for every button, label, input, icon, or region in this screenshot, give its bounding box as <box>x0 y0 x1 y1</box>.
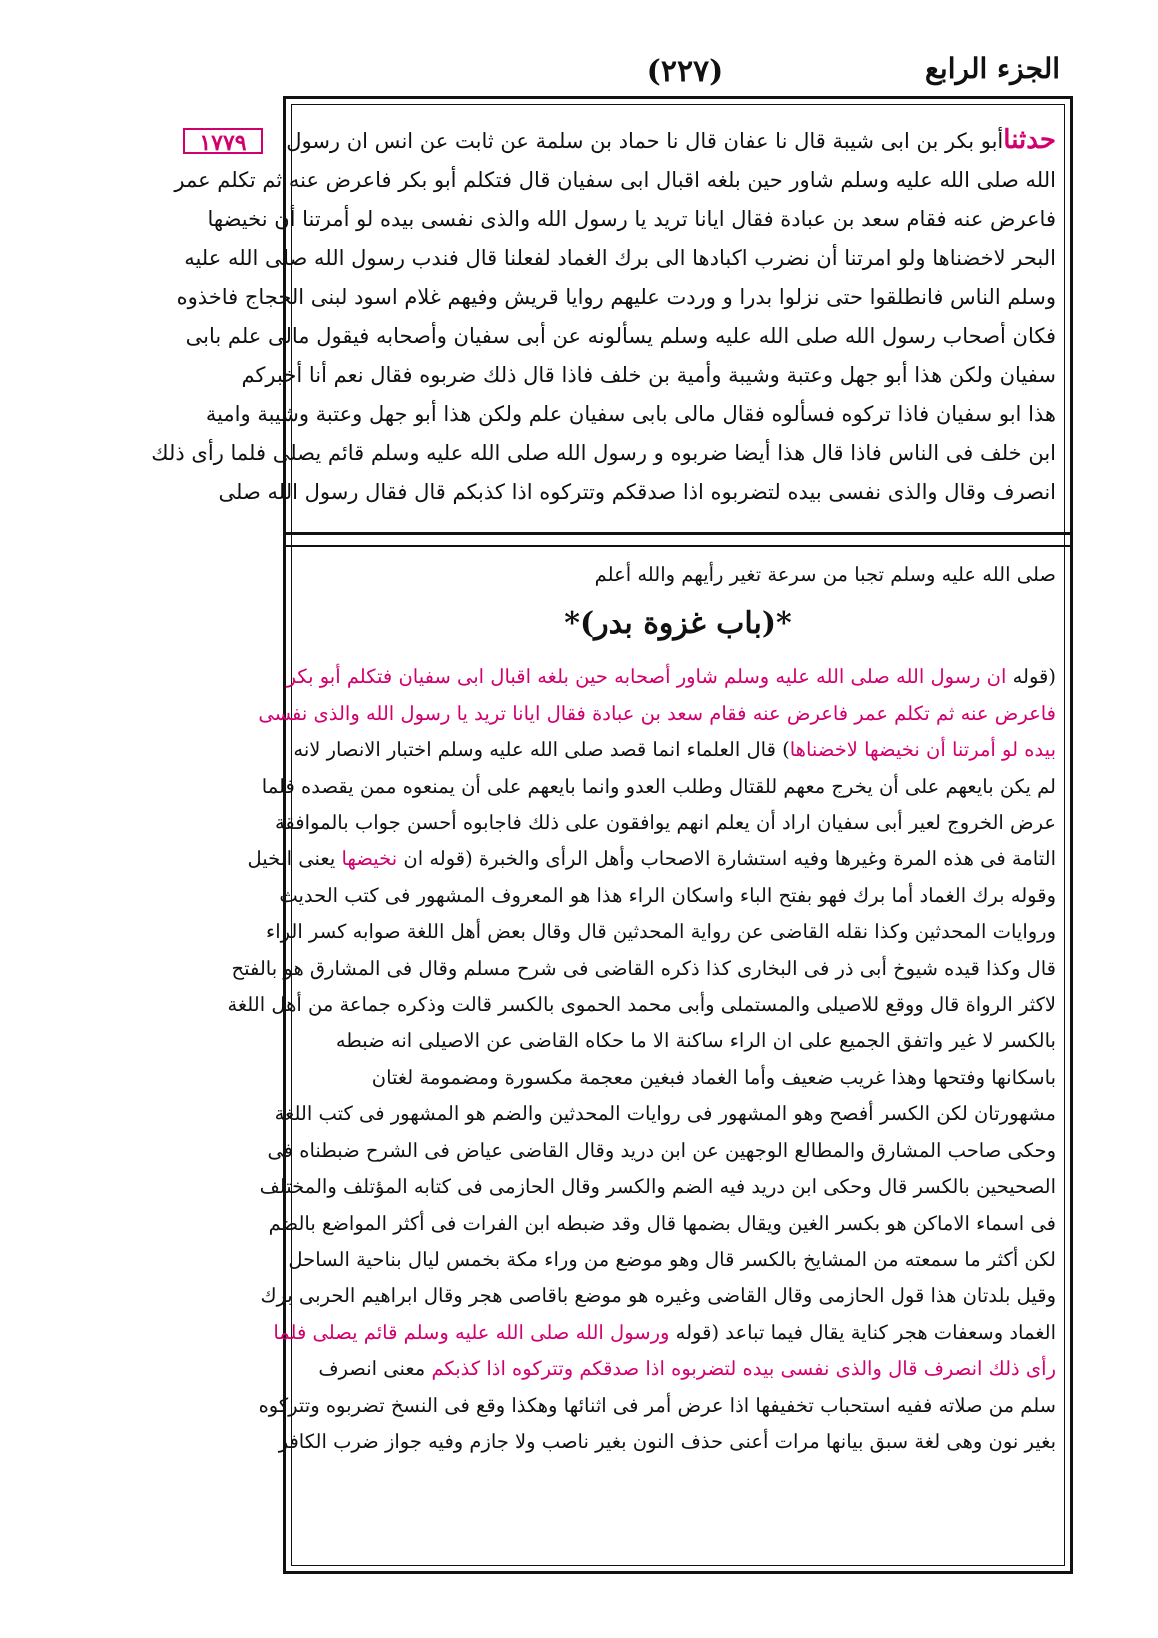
hadith-line: فكان أصحاب رسول الله صلى الله عليه وسلم يسألونه عن أبى سفيان وأصحابه فيقول مالى علم بابى <box>185 324 1056 348</box>
hadith-line: سفيان ولكن هذا أبو جهل وعتبة وشيبة وأمية بن خلف فاذا قال ذلك ضربوه فقال نعم أنا أخبركم <box>241 363 1056 387</box>
commentary-line <box>227 987 1056 1023</box>
hadith-line: ابن خلف فى الناس فاذا قال هذا أيضا ضربوه و رسول الله صلى الله عليه وسلم قائم يصلى فلما رأى ذلك <box>151 441 1056 465</box>
commentary-line <box>273 1315 1056 1351</box>
commentary-segment: الغماد وسعفات هجر كناية يقال فيما تباعد (قوله <box>669 1320 1056 1344</box>
chapter-title: *(باب غزوة بدر)* <box>564 606 792 642</box>
commentary-segment: باسكانها وفتحها وهذا غريب ضعيف وأما الغماد فبغين معجمة مكسورة ومضمومة لغتان <box>371 1065 1056 1089</box>
quoted-text: رأى ذلك انصرف قال والذى نفسى بيده لتضربوه اذا صدقكم وتتركوه اذا كذبكم <box>431 1357 1056 1381</box>
commentary-segment: سلم من صلاته ففيه استحباب تخفيفها اذا عرض أمر فى اثنائها وهكذا وقع فى النسخ تضربوه وتتركوه <box>258 1393 1056 1417</box>
commentary-segment: لم يكن بايعهم على أن يخرج معهم للقتال وطلب العدو وانما بايعهم على أن يمنعوه ممن يقصده فلما <box>261 774 1056 798</box>
quoted-text: ورسول الله صلى الله عليه وسلم قائم يصلى فلما <box>273 1320 670 1344</box>
commentary-line <box>300 1023 1056 1059</box>
commentary-line <box>288 1242 1056 1278</box>
commentary-line <box>247 841 1056 877</box>
commentary-text <box>227 557 1056 1561</box>
commentary-line <box>300 1060 1056 1096</box>
commentary-segment: قال وكذا قيده شيوخ أبى ذر فى البخارى كذا ذكره القاضى فى شرح مسلم وقال فى المشارق هو بالفتح <box>231 956 1056 980</box>
commentary-segment: وقوله برك الغماد أما برك فهو بفتح الباء واسكان الراء هذا هو المعروف المشهور فى كتب الحديث <box>279 883 1056 907</box>
commentary-segment: الصحيحين بالكسر قال وحكى ابن دريد فيه الضم والكسر وقال الحازمى فى كتابه المؤتلف والمختلف <box>259 1175 1056 1199</box>
hadith-line: فاعرض عنه فقام سعد بن عبادة فقال ايانا تريد يا رسول الله والذى نفسى بيده لو أمرتنا أن نخيضها <box>207 207 1056 231</box>
commentary-segment: وحكى صاحب المشارق والمطالع الوجهين عن ابن دريد وقال القاضى عياض فى الشرح ضبطناه فى <box>267 1138 1056 1162</box>
hadith-number-box: ١٧٧٩ <box>183 128 263 154</box>
commentary-line <box>258 1388 1056 1424</box>
hadith-line: وسلم الناس فانطلقوا حتى نزلوا بدرا و وردت عليهم روايا قريش وفيهم غلام اسود لبنى الحجاج فاخذوه <box>176 285 1056 309</box>
commentary-intro: صلى الله عليه وسلم تجبا من سرعة تغير رأيهم والله أعلم <box>594 563 1056 586</box>
commentary-segment: ) قال العلماء انما قصد صلى الله عليه وسلم اختبار الانصار لانه <box>293 738 790 762</box>
commentary-segment: فى اسماء الاماكن هو بكسر الغين ويقال بضمها قال وقد ضبطه ابن الفرات فى أكثر المواضع بالضم <box>268 1211 1056 1235</box>
commentary-segment: معنى انصرف <box>318 1357 432 1381</box>
commentary-segment: مشهورتان لكن الكسر أفصح وهو المشهور فى روايات المحدثين والضم هو المشهور فى كتب اللغة <box>274 1102 1056 1126</box>
commentary-segment: (قوله <box>1006 665 1056 689</box>
commentary-segment: عرض الخروج لعير أبى سفيان اراد أن يعلم انهم يوافقون على ذلك فاجابوه أحسن جواب بالموافقة <box>274 811 1056 835</box>
commentary-segment: وروايات المحدثين وكذا نقله القاضى عن رواية المحدثين قال وقال بعض أهل اللغة صوابه كسر الراء <box>266 920 1056 944</box>
commentary-line <box>300 1351 1056 1387</box>
commentary-segment: بالكسر لا غير واتفق الجميع على ان الراء ساكنة الا ما حكاه القاضى عن الاصيلى انه ضبطه <box>335 1029 1056 1053</box>
commentary-line <box>268 1206 1056 1242</box>
commentary-line <box>261 769 1056 805</box>
commentary-segment: بغير نون وهى لغة سبق بيانها مرات أعنى حذف النون بغير ناصب ولا جازم وفيه جواز ضرب الكافر <box>278 1429 1056 1453</box>
commentary-segment: لاكثر الرواة قال ووقع للاصيلى والمستملى وأبى محمد الحموى بالكسر قالت وذكره جماعة من أهل اللغة <box>227 993 1056 1017</box>
commentary-line <box>278 1424 1056 1460</box>
hadith-line: الله صلى الله عليه وسلم شاور حين بلغه اقبال ابى سفيان قال فتكلم أبو بكر فاعرض عنه ثم تكلم عمر <box>174 168 1056 192</box>
hadith-line: هذا ابو سفيان فاذا تركوه فسألوه فقال مالى بابى سفيان علم ولكن هذا أبو جهل وعتبة وشيبة وامية <box>205 402 1056 426</box>
quoted-text: نخيضها <box>341 847 398 871</box>
commentary-segment: التامة فى هذه المرة وغيرها وفيه استشارة الاصحاب وأهل الرأى والخبرة (قوله ان <box>397 847 1056 871</box>
section-divider <box>286 532 1070 547</box>
commentary-line <box>258 696 1056 732</box>
page-header <box>300 44 1080 94</box>
commentary-line <box>279 878 1056 914</box>
commentary-line <box>267 1133 1056 1169</box>
commentary-line <box>259 1169 1056 1205</box>
commentary-line <box>274 1096 1056 1132</box>
commentary-line <box>266 914 1056 950</box>
commentary-line <box>274 805 1056 841</box>
part-title: الجزء الرابع <box>925 52 1060 85</box>
commentary-segment: يعنى الخيل <box>247 847 342 871</box>
hadith-line: البحر لاخضناها ولو امرتنا أن نضرب اكبادها الى برك الغماد لفعلنا قال فندب رسول الله صلى الله عليه <box>184 246 1056 270</box>
commentary-segment: لكن أكثر ما سمعته من المشايخ بالكسر قال وهو موضع من وراء مكة بخمس ليال بناحية الساحل <box>288 1247 1056 1271</box>
quoted-text: ان رسول الله صلى الله عليه وسلم شاور أصحابه حين بلغه اقبال ابى سفيان فتكلم أبو بكر <box>286 665 1007 689</box>
page-number: (٢٢٧) <box>646 54 724 89</box>
commentary-segment: وقيل بلدتان هذا قول الحازمى وقال القاضى وغيره هو موضع باقاصى هجر وقال ابراهيم الحربى برك <box>260 1284 1056 1308</box>
hadith-line: انصرف وقال والذى نفسى بيده لتضربوه اذا صدقكم وتتركوه اذا كذبكم قال فقال رسول الله صلى <box>218 480 1056 504</box>
quoted-text: فاعرض عنه ثم تكلم عمر فاعرض عنه فقام سعد بن عبادة فقال ايانا تريد يا رسول الله والذى نفسى <box>258 701 1056 725</box>
commentary-line <box>286 659 1056 695</box>
haddathana-label: حدثنا <box>1003 125 1056 155</box>
commentary-line <box>293 732 1056 768</box>
quoted-text: بيده لو أمرتنا أن نخيضها لاخضناها <box>789 738 1056 762</box>
commentary-line <box>231 951 1056 987</box>
hadith-line: حدثناأبو بكر بن ابى شيبة قال نا عفان قال نا حماد بن سلمة عن ثابت عن انس ان رسول <box>286 125 1056 155</box>
commentary-line <box>260 1278 1056 1314</box>
